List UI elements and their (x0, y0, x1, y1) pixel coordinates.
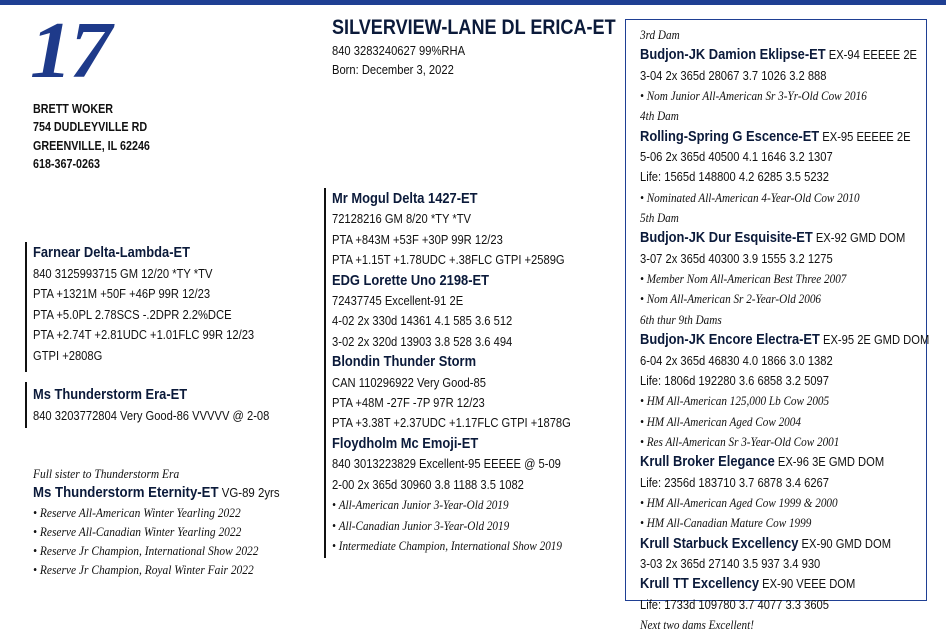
dam-generation-label: 4th Dam (640, 108, 679, 124)
dam7-note: • HM All-Canadian Mature Cow 1999 (640, 513, 929, 533)
dam6-note: • Res All-American Sr 3-Year-Old Cow 2001 (640, 432, 929, 452)
sire3-line: CAN 110296922 Very Good-85 (332, 374, 486, 390)
consignor-name: BRETT WOKER (33, 102, 114, 116)
dam6-record: 6-04 2x 365d 46830 4.0 1866 3.0 1382 (640, 352, 833, 368)
dam5-note: • Member Nom All-American Best Three 2007 (640, 269, 929, 289)
animal-born: Born: December 3, 2022 (332, 62, 454, 77)
sister-name: Ms Thunderstorm Eternity-ET (33, 484, 219, 502)
sister-note: • Reserve All-Canadian Winter Yearling 2022 (33, 522, 280, 541)
mgs-bracket-line (324, 188, 326, 358)
dam6-score: EX-95 2E GMD DOM (819, 332, 930, 348)
dam-block (33, 384, 269, 426)
sire-name: Farnear Delta-Lambda-ET (33, 244, 190, 261)
dam3-record: 3-04 2x 365d 28067 3.7 1026 3.2 888 (640, 67, 827, 83)
sire-line: PTA +1321M +50F +46P 99R 12/23 (33, 286, 211, 301)
dam2-note: • All-Canadian Junior 3-Year-Old 2019 (332, 516, 571, 536)
dam9-name: Krull TT Excellency (640, 575, 760, 593)
sire-bracket-line (25, 242, 27, 372)
dam5-score: EX-92 GMD DOM (812, 230, 906, 246)
dam6-note: • HM All-American Aged Cow 2004 (640, 412, 929, 432)
consignor-phone: 618-367-0263 (33, 157, 100, 172)
dam-generation-label: 3rd Dam (640, 27, 680, 42)
consignor-info (33, 100, 150, 174)
dam8-score: EX-90 GMD DOM (798, 535, 892, 551)
mgd-line: 72437745 Excellent-91 2E (332, 293, 464, 309)
dam7-score: EX-96 3E GMD DOM (774, 454, 885, 470)
mgd-line: 4-02 2x 330d 14361 4.1 585 3.6 512 (332, 313, 513, 329)
sire-block (33, 243, 254, 366)
dam-name: Ms Thunderstorm Era-ET (33, 386, 188, 403)
animal-header (332, 15, 616, 79)
dam2-note: • Intermediate Champion, International Show 2019 (332, 536, 571, 556)
dam7-note: • HM All-American Aged Cow 1999 & 2000 (640, 493, 929, 513)
grandparents-block (332, 189, 571, 556)
dam5-note: • Nom All-American Sr 2-Year-Old 2006 (640, 289, 929, 309)
sister-note: • Reserve Jr Champion, Royal Winter Fair 2022 (33, 560, 280, 579)
dam2-line: 2-00 2x 365d 30960 3.8 1188 3.5 1082 (332, 476, 524, 492)
dam2-line: 840 3013223829 Excellent-95 EEEEE @ 5-09 (332, 456, 561, 472)
dam-generation-label: 6th thur 9th Dams (640, 311, 722, 327)
mgs-line: PTA +843M +53F +30P 99R 12/23 (332, 231, 503, 247)
dam6-record: Life: 1806d 192280 3.6 6858 3.2 5097 (640, 372, 829, 388)
dam9-score: EX-90 VEEE DOM (759, 576, 856, 592)
dams-list (640, 25, 929, 635)
consignor-address: 754 DUDLEYVILLE RD (33, 120, 148, 135)
mgs-line: PTA +1.15T +1.78UDC +.38FLC GTPI +2589G (332, 252, 565, 268)
mgd-name: EDG Lorette Uno 2198-ET (332, 271, 489, 289)
dam2-name: Floydholm Mc Emoji-ET (332, 434, 479, 452)
consignor-city: GREENVILLE, IL 62246 (33, 138, 150, 153)
mgs-name: Mr Mogul Delta 1427-ET (332, 190, 478, 207)
top-border-bar (0, 0, 946, 5)
dams-footer-note: Next two dams Excellent! (640, 616, 754, 632)
dam8-record: 3-03 2x 365d 27140 3.5 937 3.4 930 (640, 555, 821, 571)
sister-score: VG-89 2yrs (218, 485, 280, 501)
dam-line: 840 3203772804 Very Good-86 VVVVV @ 2-08 (33, 408, 270, 423)
dam4-record: Life: 1565d 148800 4.2 6285 3.5 5232 (640, 169, 829, 185)
sire3-line: PTA +3.38T +2.37UDC +1.17FLC GTPI +1878G (332, 415, 571, 431)
sire-line: PTA +2.74T +2.81UDC +1.01FLC 99R 12/23 (33, 327, 255, 342)
lot-number: 17 (30, 7, 110, 95)
sire3-line: PTA +48M -27F -7P 97R 12/23 (332, 395, 485, 411)
dam8-name: Krull Starbuck Excellency (640, 534, 799, 552)
dam4-score: EX-95 EEEEE 2E (819, 128, 911, 144)
dam3-note: • Nom Junior All-American Sr 3-Yr-Old Cow 2016 (640, 86, 929, 106)
dam6-note: • HM All-American 125,000 Lb Cow 2005 (640, 391, 929, 411)
dam4-record: 5-06 2x 365d 40500 4.1 1646 3.2 1307 (640, 149, 833, 165)
dam6-name: Budjon-JK Encore Electra-ET (640, 331, 820, 349)
sire3-name: Blondin Thunder Storm (332, 353, 477, 371)
dam7-name: Krull Broker Elegance (640, 453, 775, 471)
dam7-record: Life: 2356d 183710 3.7 6878 3.4 6267 (640, 474, 829, 490)
sister-note: • Reserve Jr Champion, International Show 2022 (33, 541, 280, 560)
dam4-name: Rolling-Spring G Escence-ET (640, 127, 820, 145)
dam4-note: • Nominated All-American 4-Year-Old Cow 2010 (640, 188, 929, 208)
sire-line: PTA +5.0PL 2.78SCS -.2DPR 2.2%DCE (33, 306, 232, 322)
sister-block (33, 464, 280, 580)
sister-note: • Reserve All-American Winter Yearling 2022 (33, 503, 280, 522)
animal-registration: 840 3283240627 99%RHA (332, 43, 466, 58)
dam-bracket-line (25, 382, 27, 428)
animal-name: SILVERVIEW-LANE DL ERICA-ET (332, 16, 616, 39)
dam2-note: • All-American Junior 3-Year-Old 2019 (332, 495, 571, 515)
sire-line: 840 3125993715 GM 12/20 *TY *TV (33, 265, 213, 281)
dam5-record: 3-07 2x 365d 40300 3.9 1555 3.2 1275 (640, 250, 833, 266)
sister-intro: Full sister to Thunderstorm Era (33, 466, 180, 481)
mgd-line: 3-02 2x 320d 13903 3.8 528 3.6 494 (332, 333, 513, 349)
dam-generation-label: 5th Dam (640, 210, 679, 226)
sire-line: GTPI +2808G (33, 347, 103, 363)
dam9-record: Life: 1733d 109780 3.7 4077 3.3 3605 (640, 596, 829, 612)
dam2-bracket-line (324, 352, 326, 558)
dam3-score: EX-94 EEEEE 2E (825, 47, 918, 63)
mgs-line: 72128216 GM 8/20 *TY *TV (332, 211, 472, 227)
dam3-name: Budjon-JK Damion Eklipse-ET (640, 46, 826, 64)
dam5-name: Budjon-JK Dur Esquisite-ET (640, 229, 813, 247)
